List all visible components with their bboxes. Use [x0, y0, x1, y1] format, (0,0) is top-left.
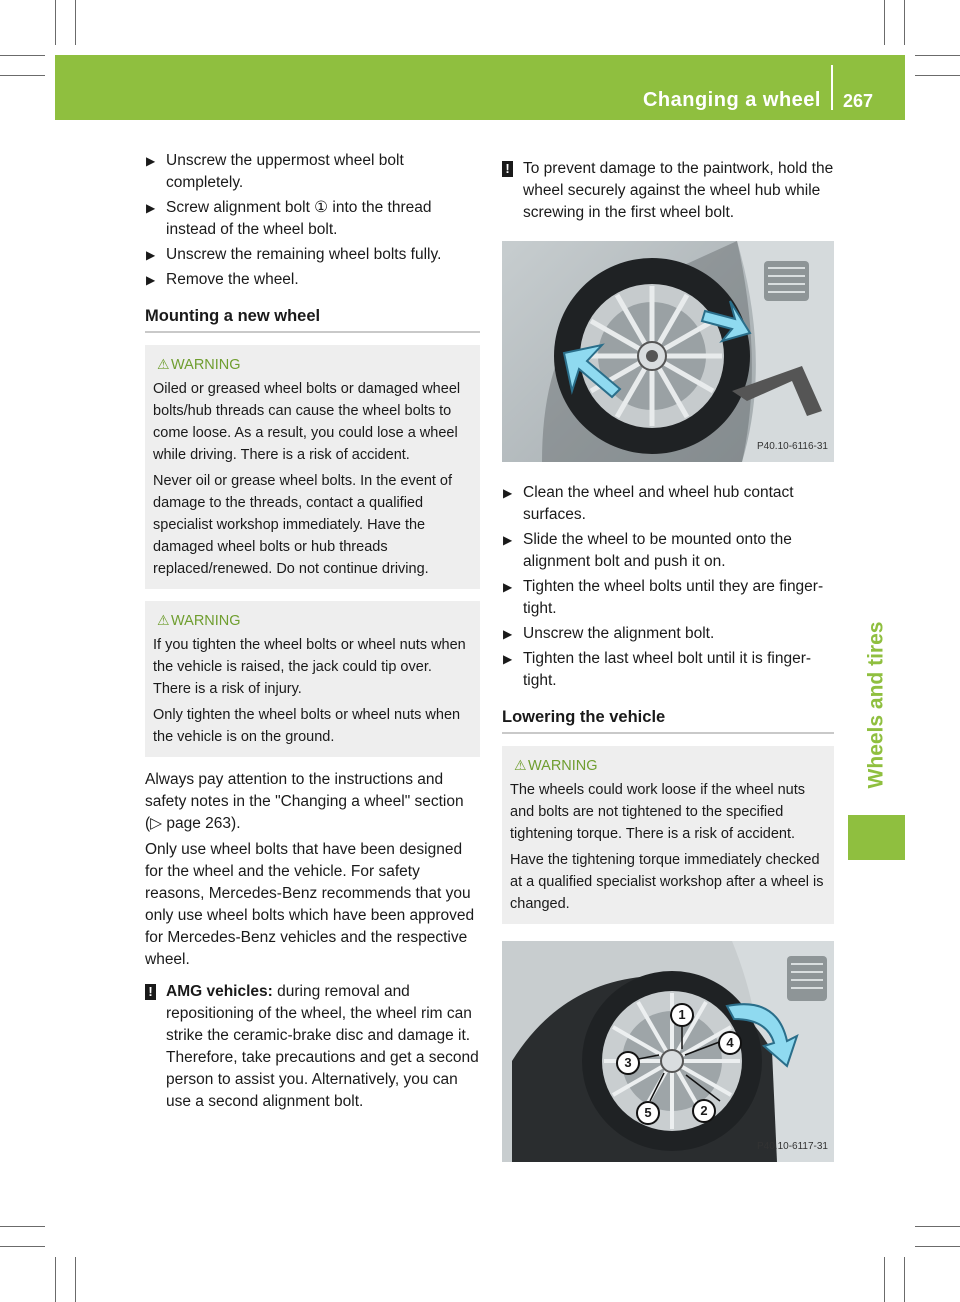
side-tab: [848, 600, 905, 810]
bolt-label: 2: [692, 1099, 716, 1123]
warning-triangle-icon: ⚠: [514, 757, 527, 773]
crop-mark: [884, 0, 885, 45]
crop-mark: [75, 0, 76, 45]
right-column: [502, 150, 834, 1182]
list-item: ▶ Remove the wheel.: [145, 269, 480, 291]
arrow-right-icon: ▶: [146, 201, 156, 215]
warning-text: Only tighten the wheel bolts or wheel nuts when the vehicle is on the ground.: [153, 707, 461, 745]
arrow-right-icon: ▶: [503, 533, 513, 547]
warning-label: WARNING: [171, 357, 241, 373]
figure-code: P40.10-6116-31: [757, 441, 828, 452]
crop-mark: [55, 1257, 56, 1302]
warning-text: Oiled or greased wheel bolts or damaged wheel bolts/hub threads can cause the wheel bolts to come loose. As a result, you could lose a wheel while driving. There is a risk of accident.: [153, 381, 461, 463]
section-heading: Lowering the vehicle: [502, 706, 834, 734]
list-item: ▶ Clean the wheel and wheel hub contact surfaces.: [503, 484, 794, 523]
warning-box: [145, 345, 480, 589]
crop-mark: [884, 1257, 885, 1302]
side-tab-marker: [848, 815, 905, 860]
figure-code: P40.10-6117-31: [757, 1141, 828, 1152]
arrow-right-icon: ▶: [146, 273, 156, 287]
left-column: [145, 150, 480, 1113]
crop-mark: [915, 1226, 960, 1227]
arrow-right-icon: ▶: [503, 486, 513, 500]
note-text: To prevent damage to the paintwork, hold the wheel securely against the wheel hub while screwing in the first wheel bolt.: [523, 160, 834, 221]
wheel-illustration: [502, 241, 834, 462]
body-paragraph: Always pay attention to the instructions and safety notes in the "Changing a wheel" section (▷ page 263).: [145, 771, 464, 832]
warning-text: Never oil or grease wheel bolts. In the event of damage to the threads, contact a qualified specialist workshop immediately. Have the damaged wheel bolts or hub threads replaced/renewed. Do not continue driving.: [153, 473, 453, 577]
arrow-right-icon: ▶: [503, 652, 513, 666]
body-paragraph: Only use wheel bolts that have been designed for the wheel and the vehicle. For safety reasons, Mercedes-Benz recommends that you only use wheel bolts which have been approved for Mercedes-Benz vehicles and the respective wheel.: [145, 841, 475, 968]
crop-mark: [0, 1246, 45, 1247]
note: [502, 158, 834, 224]
list-item: ▶ Unscrew the alignment bolt.: [502, 623, 834, 645]
list-item: ▶ Slide the wheel to be mounted onto the alignment bolt and push it on.: [503, 531, 792, 570]
bolt-label: 5: [636, 1101, 660, 1125]
arrow-right-icon: ▶: [146, 154, 156, 168]
page-header: [55, 55, 905, 120]
bolt-label: 3: [616, 1051, 640, 1075]
warning-box: [145, 601, 480, 757]
figure-lowering-vehicle: [502, 941, 834, 1162]
warning-triangle-icon: ⚠: [157, 612, 170, 628]
note: [145, 981, 480, 1113]
warning-box: [502, 746, 834, 924]
crop-mark: [0, 1226, 45, 1227]
crop-mark: [915, 75, 960, 76]
header-separator: [831, 65, 833, 110]
bolt-label: 1: [670, 1003, 694, 1027]
bolt-label: 4: [718, 1031, 742, 1055]
arrow-right-icon: ▶: [503, 580, 513, 594]
note-text: during removal and repositioning of the wheel, the wheel rim can strike the ceramic-brake disc and damage it. Therefore, take precautions and get a second person to assist you. Alternatively, you can use a second alignment bolt.: [166, 983, 479, 1110]
exclamation-icon: !: [502, 161, 513, 177]
section-heading: Mounting a new wheel: [145, 305, 480, 333]
crop-mark: [904, 1257, 905, 1302]
list-item: ▶ Unscrew the remaining wheel bolts fully.: [145, 244, 480, 266]
warning-text: If you tighten the wheel bolts or wheel nuts when the vehicle is raised, the jack could tip over. There is a risk of injury.: [153, 637, 466, 697]
note-label: AMG vehicles:: [166, 983, 273, 1000]
warning-text: The wheels could work loose if the wheel nuts and bolts are not tightened to the specified tightening torque. There is a risk of accident.: [510, 782, 805, 842]
side-tab-label: Wheels and tires: [864, 621, 888, 789]
warning-triangle-icon: ⚠: [157, 356, 170, 372]
crop-mark: [0, 75, 45, 76]
page-number: 267: [843, 91, 874, 111]
figure-mounting-wheel: [502, 241, 834, 462]
list-item: ▶ Tighten the wheel bolts until they are finger-tight.: [503, 578, 824, 617]
crop-mark: [0, 55, 45, 56]
warning-text: Have the tightening torque immediately checked at a qualified specialist workshop after a wheel is changed.: [510, 852, 824, 912]
exclamation-icon: !: [145, 984, 156, 1000]
crop-mark: [55, 0, 56, 45]
wheel-bolt-order-illustration: [502, 941, 834, 1162]
crop-mark: [915, 1246, 960, 1247]
arrow-right-icon: ▶: [503, 627, 513, 641]
arrow-right-icon: ▶: [146, 248, 156, 262]
list-item: ▶ Tighten the last wheel bolt until it is finger-tight.: [503, 650, 812, 689]
crop-mark: [915, 55, 960, 56]
page-title: Changing a wheel: [642, 89, 821, 111]
crop-mark: [904, 0, 905, 45]
crop-mark: [75, 1257, 76, 1302]
warning-label: WARNING: [171, 613, 241, 629]
warning-label: WARNING: [528, 758, 598, 774]
list-item: ▶ Screw alignment bolt ① into the thread instead of the wheel bolt.: [146, 199, 432, 238]
list-item: ▶ Unscrew the uppermost wheel bolt completely.: [146, 152, 404, 191]
